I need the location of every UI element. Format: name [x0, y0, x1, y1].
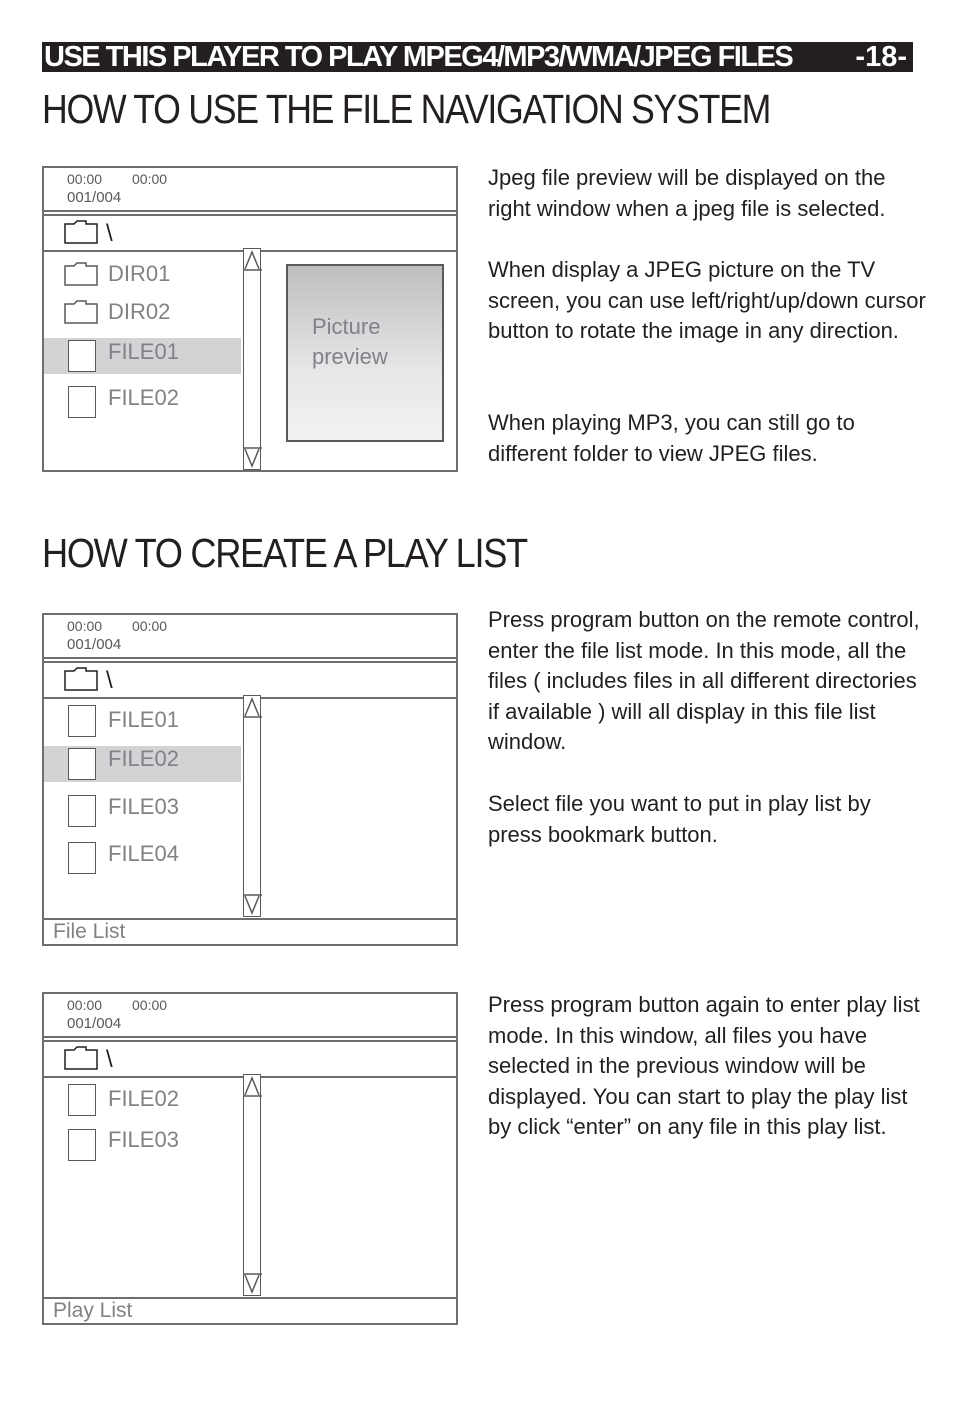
footer-label-file-list: File List: [53, 920, 126, 943]
page-number: -18-: [855, 41, 907, 73]
scroll-down-arrow-icon[interactable]: [244, 447, 262, 469]
banner-title: USE THIS PLAYER TO PLAY MPEG4/MP3/WMA/JPEG FILES: [44, 41, 793, 73]
folder-icon: [64, 667, 98, 691]
file-count: 001/004: [67, 636, 122, 653]
scroll-up-arrow-icon[interactable]: [244, 249, 262, 271]
file-icon: [68, 1129, 96, 1161]
item-label: DIR02: [108, 299, 171, 324]
list-item-file02-selected[interactable]: [44, 746, 241, 782]
path-bar: [44, 1040, 456, 1078]
scrollbar[interactable]: [243, 1074, 261, 1296]
list-item-dir01[interactable]: [44, 256, 241, 292]
folder-icon: [64, 300, 98, 324]
list-item-file02[interactable]: [44, 384, 241, 420]
item-label: FILE01: [108, 339, 179, 364]
time-elapsed: 00:00: [67, 997, 103, 1013]
path-bar: [44, 661, 456, 699]
list-item-file02[interactable]: [44, 1082, 241, 1118]
paragraph-jpeg-preview: Jpeg file preview will be displayed on the right window when a jpeg file is selected.: [488, 165, 886, 221]
section-title-file-navigation: HOW TO USE THE FILE NAVIGATION SYSTEM: [42, 86, 771, 132]
paragraph-file-list-mode: Press program button on the remote control, enter the file list mode. In this mode, all the files ( includes files in all different directories if available ) will all display in this file list window.: [488, 607, 920, 755]
picture-preview-panel: [286, 264, 444, 442]
item-label: FILE02: [108, 746, 179, 771]
section-title-play-list: HOW TO CREATE A PLAY LIST: [42, 530, 527, 576]
scroll-down-arrow-icon[interactable]: [244, 894, 262, 916]
time-elapsed: 00:00: [67, 171, 103, 187]
folder-icon: [64, 1046, 98, 1070]
scrollbar[interactable]: [243, 695, 261, 917]
time-elapsed: 00:00: [67, 618, 103, 634]
path-text: \: [106, 667, 113, 694]
folder-icon: [64, 220, 98, 244]
scroll-down-arrow-icon[interactable]: [244, 1273, 262, 1295]
path-text: \: [106, 1046, 113, 1073]
file-icon: [68, 795, 96, 827]
file-icon: [68, 705, 96, 737]
paragraph-rotate: When display a JPEG picture on the TV screen, you can use left/right/up/down cursor button to rotate the image in any direction.: [488, 257, 926, 344]
file-list-window: [42, 613, 458, 946]
path-bar: [44, 214, 456, 252]
scrollbar[interactable]: [243, 248, 261, 470]
time-total: 00:00: [132, 997, 168, 1013]
scroll-up-arrow-icon[interactable]: [244, 696, 262, 718]
play-list-window: [42, 992, 458, 1325]
file-icon: [68, 1084, 96, 1116]
file-icon: [68, 386, 96, 418]
folder-icon: [64, 262, 98, 286]
item-label: FILE03: [108, 794, 179, 819]
paragraph-mp3-folder: When playing MP3, you can still go to different folder to view JPEG files.: [488, 410, 855, 466]
scroll-up-arrow-icon[interactable]: [244, 1075, 262, 1097]
footer-label-play-list: Play List: [53, 1299, 133, 1322]
list-item-file01[interactable]: [44, 703, 241, 739]
paragraph-play-list-mode: Press program button again to enter play list mode. In this window, all files you have selected in the previous window will be displayed. You can start to play the play list by click “enter” on any file in this play list.: [488, 992, 920, 1140]
list-item-file03[interactable]: [44, 793, 241, 829]
time-total: 00:00: [132, 171, 168, 187]
window-header: [44, 168, 456, 212]
list-item-file04[interactable]: [44, 840, 241, 876]
list-item-file03[interactable]: [44, 1127, 241, 1163]
file-count: 001/004: [67, 1015, 122, 1032]
window-header: [44, 615, 456, 659]
item-label: FILE02: [108, 385, 179, 410]
list-item-dir02[interactable]: [44, 294, 241, 330]
item-label: FILE04: [108, 841, 179, 866]
item-label: FILE02: [108, 1086, 179, 1111]
item-label: FILE03: [108, 1127, 179, 1152]
file-icon: [68, 748, 96, 780]
preview-label: Picture preview: [312, 314, 388, 369]
window-footer: [44, 918, 456, 946]
item-label: DIR01: [108, 261, 171, 286]
file-count: 001/004: [67, 189, 122, 206]
file-navigation-window: [42, 166, 458, 472]
time-total: 00:00: [132, 618, 168, 634]
paragraph-bookmark: Select file you want to put in play list by press bookmark button.: [488, 791, 871, 847]
page-banner: [42, 42, 913, 72]
window-header: [44, 994, 456, 1038]
list-item-file01-selected[interactable]: [44, 338, 241, 374]
file-icon: [68, 842, 96, 874]
item-label: FILE01: [108, 707, 179, 732]
window-footer: [44, 1297, 456, 1325]
file-icon: [68, 340, 96, 372]
path-text: \: [106, 220, 113, 247]
